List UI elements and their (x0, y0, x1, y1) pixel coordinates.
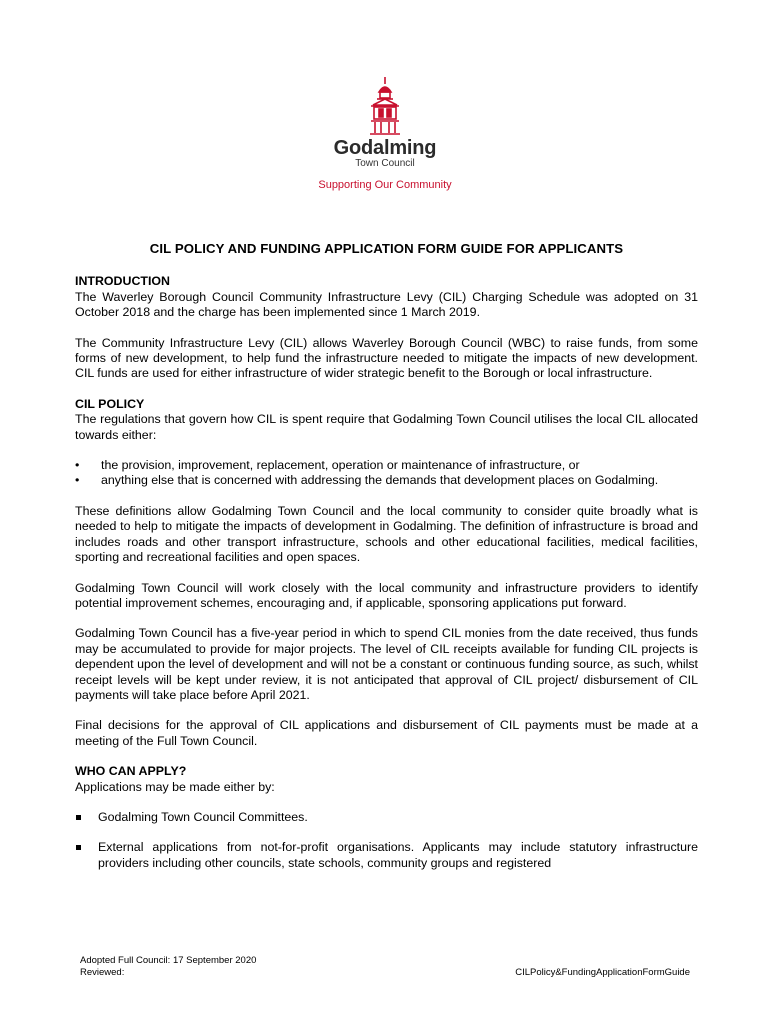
introduction-paragraph: The Community Infrastructure Levy (CIL) allows Waverley Borough Council (WBC) to raise funds, from some forms of new development, to help fund the infrastructure needed to mitigate the impacts of new development. CIL funds are used for either infrastructure of wider strategic benefit to the Borough or local infrastructure. (75, 335, 698, 381)
policy-paragraph: Final decisions for the approval of CIL applications and disbursement of CIL payments must be made at a meeting of the Full Town Council. (75, 718, 698, 748)
introduction-heading: INTRODUCTION (75, 274, 170, 289)
logo-subtitle: Town Council (355, 158, 415, 169)
policy-paragraph: These definitions allow Godalming Town Council and the local community to consider quite broadly what is needed to help to mitigate the impacts of development in Godalming. The definition of infrastructure is broad and includes roads and other transport infrastructure, schools and other educational facilities, medical facilities, sporting and recreational facilities and open spaces. (75, 503, 698, 565)
list-item: • anything else that is concerned with addressing the demands that development places on Godalming. (75, 473, 698, 488)
document-body (75, 241, 698, 886)
logo-name: Godalming (333, 137, 437, 159)
policy-paragraph: Godalming Town Council will work closely with the local community and infrastructure providers to identify potential improvement schemes, encouraging and, if applicable, sponsoring applications put forward. (75, 580, 698, 610)
introduction-paragraph: The Waverley Borough Council Community Infrastructure Levy (CIL) Charging Schedule was adopted on 31 October 2018 and the charge has been implemented since 1 March 2019. (75, 289, 698, 320)
list-item: Godalming Town Council Committees. (75, 810, 698, 825)
list-item: • the provision, improvement, replacement, operation or maintenance of infrastructure, or (75, 458, 698, 473)
footer-reviewed: Reviewed: (80, 967, 125, 978)
town-hall-icon (367, 76, 403, 136)
applicant-list (75, 810, 698, 871)
document-title: CIL POLICY AND FUNDING APPLICATION FORM GUIDE FOR APPLICANTS (149, 241, 624, 256)
policy-intro: The regulations that govern how CIL is spent require that Godalming Town Council utilises the local CIL allocated towards either: (75, 412, 698, 442)
policy-paragraph: Godalming Town Council has a five-year period in which to spend CIL monies from the date received, thus funds may be accumulated to provide for major projects. The level of CIL receipts available for funding CIL projects is dependent upon the level of development and will not be a constant or continuous funding source, as such, whilst receipt levels will be kept under review, it is not anticipated that approval of CIL project/ disbursement of CIL payments will take place before April 2021. (75, 626, 698, 702)
list-item: External applications from not-for-profit organisations. Applicants may include statutory infrastructure providers including other councils, state schools, community groups and registered (75, 840, 698, 871)
logo-tagline: Supporting Our Community (318, 179, 452, 191)
footer-adopted: Adopted Full Council: 17 September 2020 (80, 955, 257, 966)
policy-bullet-list (75, 458, 698, 489)
who-can-apply-heading: WHO CAN APPLY? (75, 764, 187, 779)
footer-filename: CILPolicy&FundingApplicationFormGuide (515, 967, 690, 978)
council-logo (300, 76, 470, 191)
policy-heading: CIL POLICY (75, 396, 145, 411)
who-can-apply-intro: Applications may be made either by: (75, 779, 275, 794)
page-footer (80, 955, 692, 979)
